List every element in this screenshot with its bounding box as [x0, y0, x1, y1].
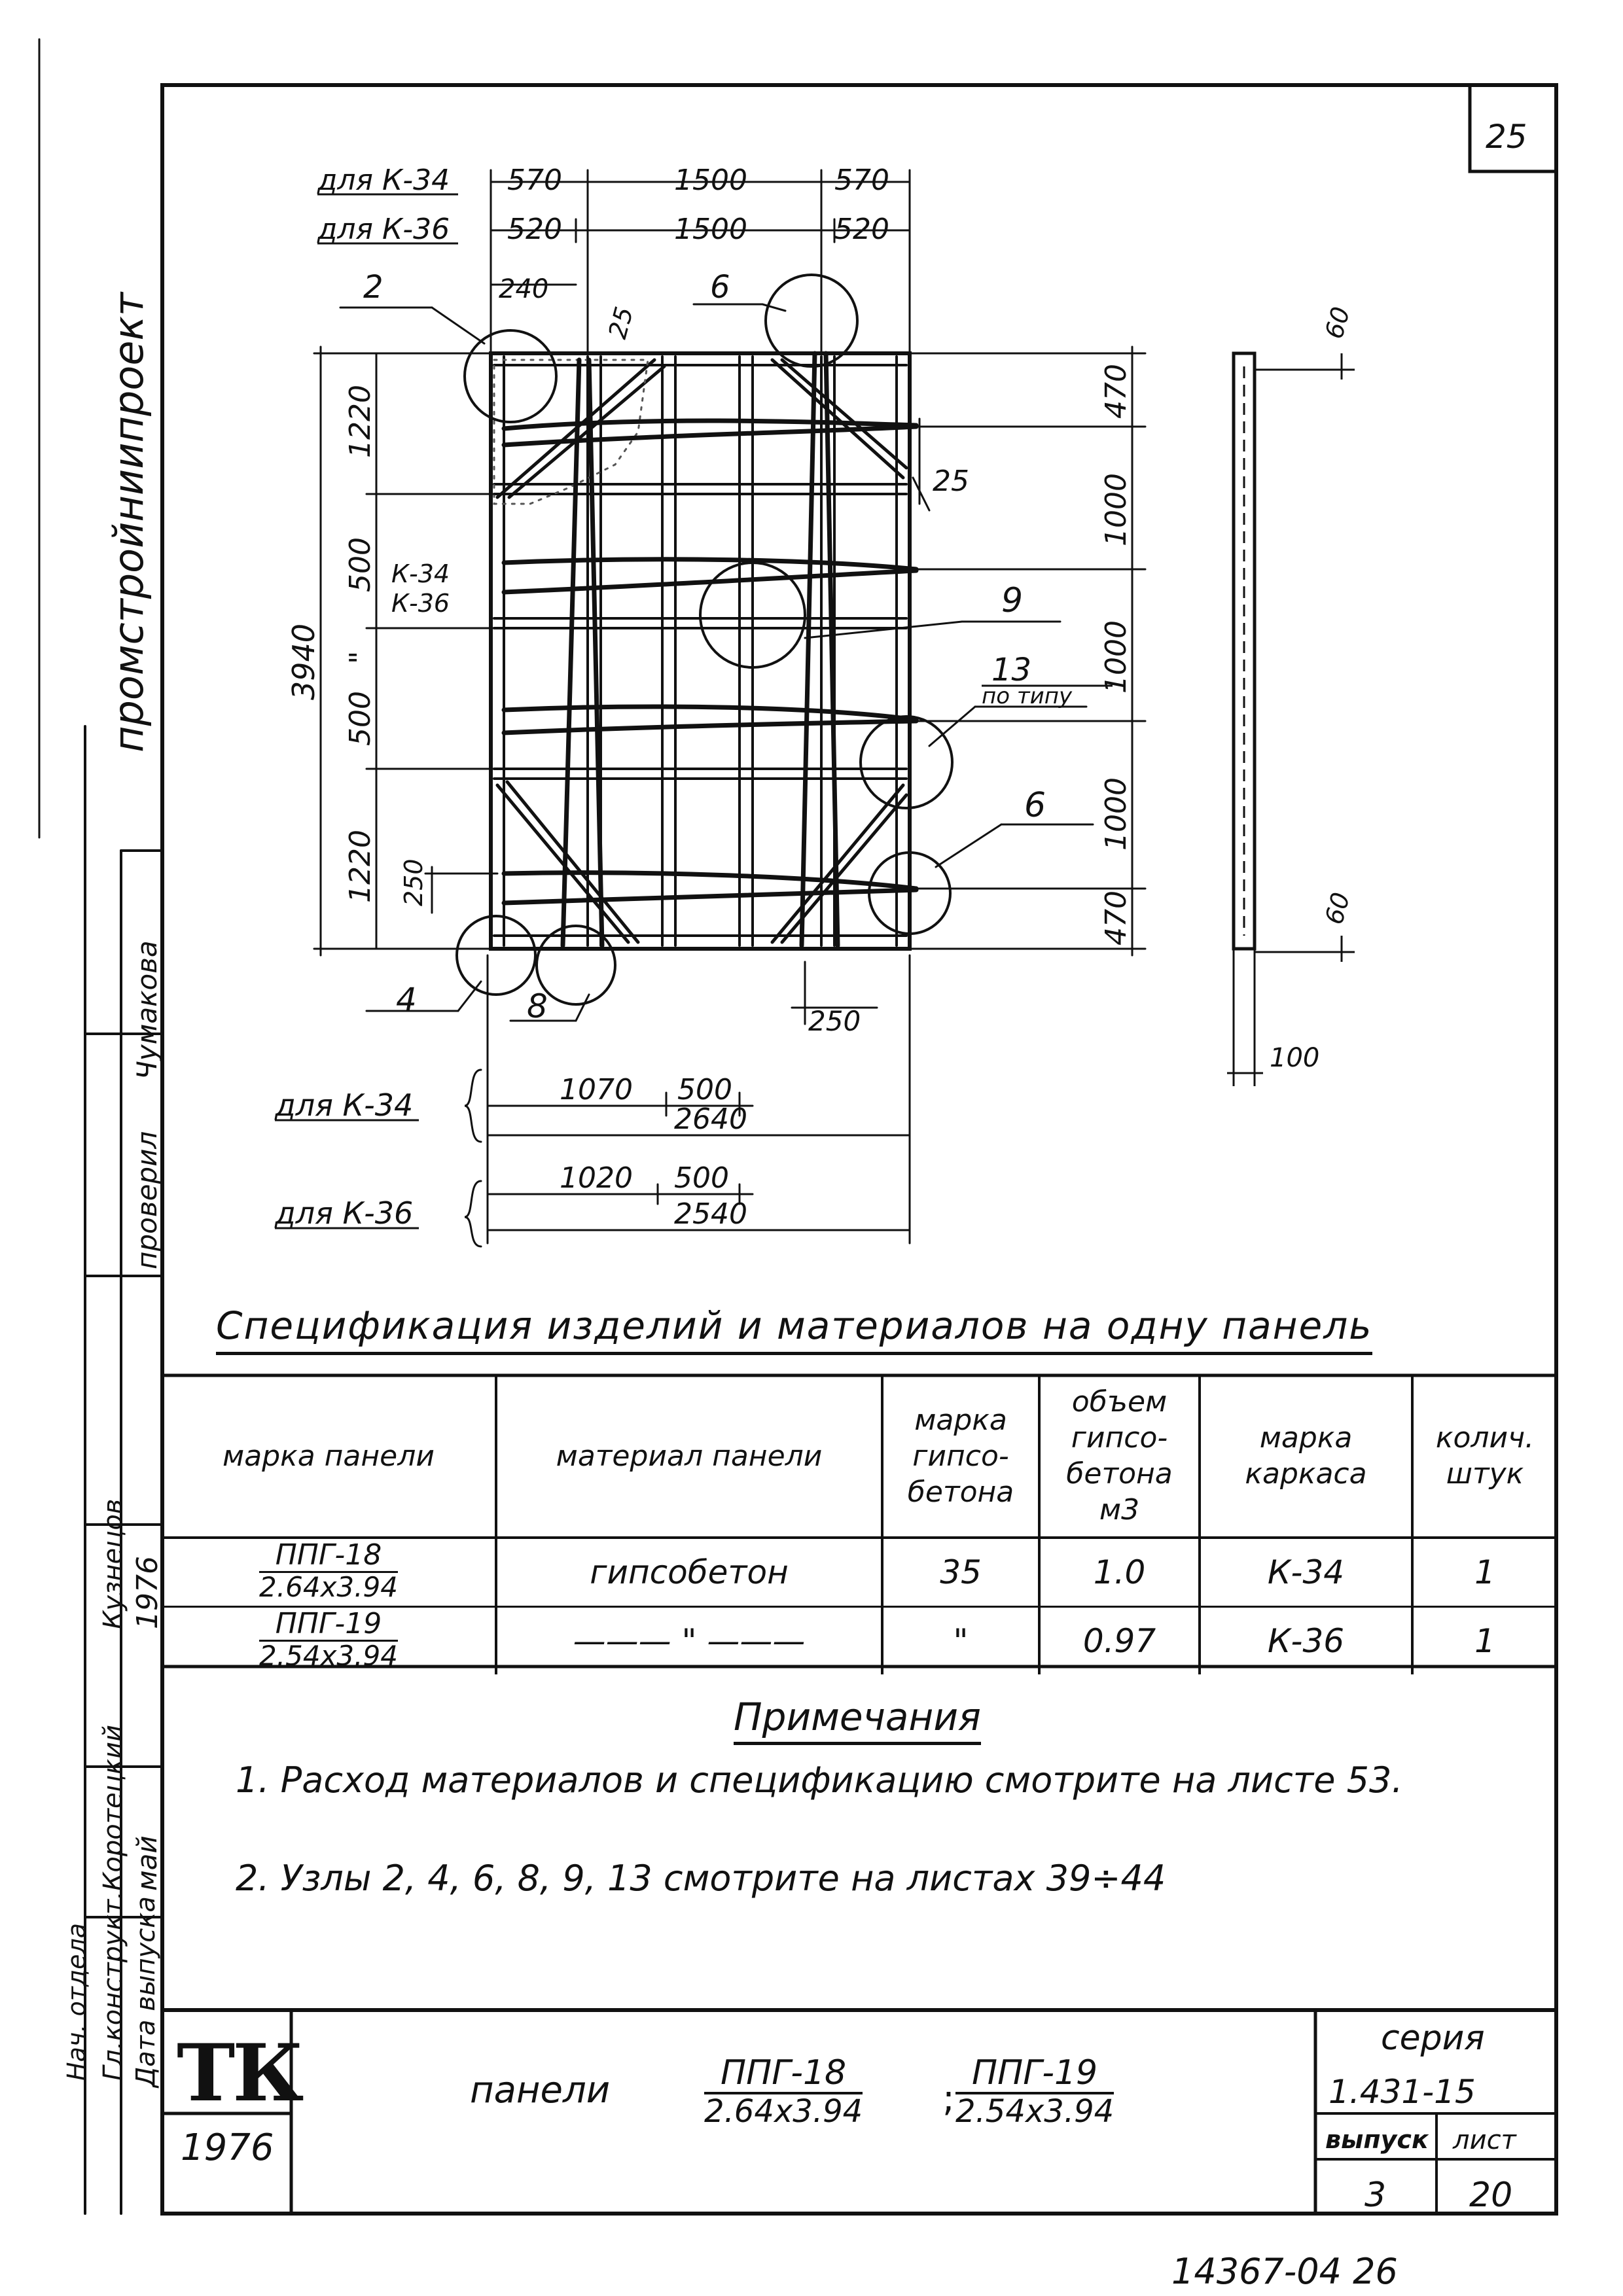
title-mark-2	[955, 2055, 1114, 2129]
right-dim-1: 470	[1099, 364, 1133, 419]
left-dim-seg4: 500	[344, 691, 377, 746]
callout-13-note: по типу	[982, 683, 1073, 709]
panel-mark-den: 2.64х3.94	[259, 1570, 398, 1603]
spec-cell-qty: 1	[1474, 1622, 1495, 1660]
bottom-label-k34: для К-34	[275, 1087, 414, 1123]
spec-cell-grade: "	[882, 1607, 1039, 1675]
left-dim-seg2: 500	[344, 537, 377, 592]
callout-13: 13	[991, 652, 1032, 688]
panel-mark-num: ППГ-18	[259, 1540, 398, 1572]
stamp-role-chief-designer: Гл.конструкт.	[98, 1891, 128, 2081]
top-dim-label-k34: для К-34	[317, 164, 450, 197]
spec-cell-material: ——— " ———	[496, 1607, 882, 1675]
spec-cell-mark	[162, 1538, 496, 1607]
left-dim-small: 250	[399, 858, 428, 906]
title-mark-2-den: 2.54х3.94	[955, 2093, 1115, 2130]
bottom-label-k36: для К-36	[275, 1195, 414, 1231]
callout-6-top: 6	[710, 269, 730, 306]
table-row	[162, 1607, 1556, 1675]
top-dim-k34-left: 570	[507, 164, 562, 197]
notes-title	[0, 1695, 1623, 1739]
title-block-year: 1976	[181, 2127, 274, 2169]
issue-label: выпуск	[1325, 2125, 1429, 2154]
panel-mark	[259, 1609, 398, 1670]
title-mark-1-den: 2.64х3.94	[704, 2093, 863, 2130]
spec-table	[162, 1375, 1556, 1674]
callout-2: 2	[363, 269, 383, 306]
callout-9: 9	[1001, 581, 1024, 620]
panel-mark-num: ППГ-19	[259, 1609, 398, 1641]
bottom-inner-dim: 250	[808, 1005, 861, 1037]
inner-dim-240: 240	[499, 274, 549, 304]
bottom-k34-2: 500	[677, 1073, 732, 1106]
right-dim-3: 1000	[1099, 620, 1133, 694]
spec-header-qty: колич. штук	[1412, 1375, 1556, 1538]
spec-cell-volume: 1.0	[1039, 1538, 1200, 1607]
title-mark-separator: ;	[942, 2077, 955, 2120]
top-dim-label-k36: для К-36	[317, 213, 450, 246]
top-dim-k36-mid: 1500	[674, 213, 747, 246]
spec-cell-mark	[162, 1607, 496, 1675]
table-row	[162, 1538, 1556, 1607]
section-dim-top: 60	[1319, 304, 1356, 342]
series-value: 1.431-15	[1329, 2073, 1476, 2111]
spec-header-mark: марка панели	[162, 1375, 496, 1538]
stamp-name-korotetsky: Коротецкий	[98, 1724, 128, 1891]
bottom-k34-3: 2640	[674, 1103, 747, 1136]
top-dim-k34-right: 570	[834, 164, 889, 197]
note-1: 1. Расход материалов и спецификацию смотрите на листе 53.	[236, 1759, 1403, 1801]
right-dim-5: 470	[1099, 891, 1133, 945]
right-dim-4: 1000	[1099, 777, 1133, 851]
stamp-name-chumakova: Чумакова	[131, 940, 163, 1080]
title-block-name: панели	[470, 2069, 611, 2111]
left-dim-seg1: 1220	[344, 385, 377, 458]
sheet-value: 20	[1469, 2176, 1513, 2215]
spec-title-text: Спецификация изделий и материалов на одну панель	[216, 1303, 1372, 1355]
spec-header-material: материал панели	[496, 1375, 882, 1538]
tk-logo: ТК	[177, 2027, 302, 2119]
spec-header-volume: объем гипсо-бетона м3	[1039, 1375, 1200, 1538]
right-dim-2: 1000	[1099, 473, 1133, 546]
callout-8: 8	[527, 987, 548, 1025]
section-dim-width: 100	[1270, 1043, 1320, 1073]
title-mark-1	[704, 2055, 863, 2129]
frame-label-k36: К-36	[391, 589, 450, 618]
spec-header-row	[162, 1375, 1556, 1538]
callout-4: 4	[396, 981, 417, 1019]
archive-number: 14367-04 26	[1171, 2251, 1398, 2292]
stamp-role-issue-date: Дата выпуска	[131, 1896, 161, 2087]
panel-section	[1227, 353, 1355, 1086]
note-2: 2. Узлы 2, 4, 6, 8, 9, 13 смотрите на листах 39÷44	[236, 1858, 1166, 1899]
title-mark-2-num: ППГ-19	[955, 2055, 1114, 2094]
bottom-k36-2: 500	[674, 1161, 729, 1195]
series-label: серия	[1381, 2019, 1485, 2058]
spec-cell-frame: К-36	[1200, 1607, 1412, 1675]
spec-cell-qty: 1	[1412, 1538, 1556, 1607]
frame-label-k34: К-34	[391, 559, 450, 588]
notes-title-text: Примечания	[734, 1695, 981, 1745]
spec-cell-frame: К-34	[1200, 1538, 1412, 1607]
top-dim-k34-mid: 1500	[674, 164, 747, 197]
organization-stamp: промстройниипроект	[105, 292, 152, 752]
stamp-month: май	[131, 1835, 163, 1891]
issue-value: 3	[1364, 2176, 1387, 2215]
section-dim-bottom: 60	[1319, 889, 1356, 928]
left-dim-seg3: "	[344, 650, 377, 664]
left-dim-overall: 3940	[286, 623, 321, 700]
top-dim-k36-right: 520	[834, 213, 889, 246]
panel-mark-den: 2.54х3.94	[259, 1639, 398, 1672]
drawing-labels	[274, 164, 1355, 1231]
callout-6-bottom: 6	[1024, 786, 1046, 825]
stamp-role-checked: проверил	[131, 1131, 163, 1269]
sheet-number: 25	[1486, 118, 1527, 156]
stamp-name-kuznetsov: Кузнецов	[98, 1498, 128, 1629]
stamp-year: 1976	[131, 1556, 164, 1629]
panel-mark	[259, 1540, 398, 1601]
spec-header-frame: марка каркаса	[1200, 1375, 1412, 1538]
inner-dim-25: 25	[603, 304, 639, 342]
bottom-k36-1: 1020	[560, 1161, 633, 1195]
spec-cell-grade: 35	[882, 1538, 1039, 1607]
spec-title	[216, 1303, 1372, 1348]
left-dim-seg5: 1220	[344, 830, 377, 903]
spec-cell-volume: 0.97	[1039, 1607, 1200, 1675]
bottom-k34-1: 1070	[560, 1073, 633, 1106]
spec-cell-material: гипсобетон	[496, 1538, 882, 1607]
sheet-label: лист	[1453, 2125, 1516, 2155]
title-mark-1-num: ППГ-18	[704, 2055, 863, 2094]
right-dim-small: 25	[933, 465, 969, 498]
stamp-role-dept-head: Нач. отдела	[62, 1922, 91, 2081]
bottom-k36-3: 2540	[674, 1197, 747, 1231]
spec-header-grade: марка гипсо-бетона	[882, 1375, 1039, 1538]
top-dim-k36-left: 520	[507, 213, 562, 246]
